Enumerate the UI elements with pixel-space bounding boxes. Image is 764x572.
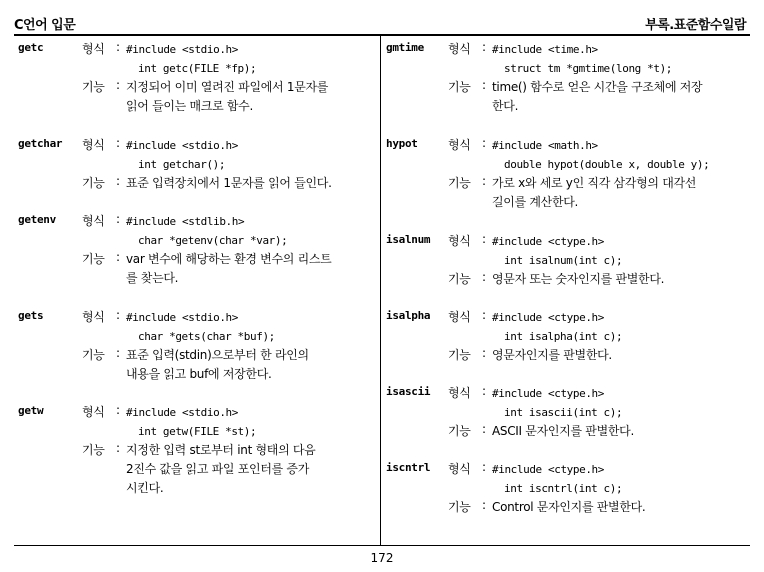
format-code: int isascii(int c); xyxy=(504,406,623,419)
page-header-left: C언어 입문 xyxy=(14,18,76,33)
format-code: double hypot(double x, double y); xyxy=(504,158,710,171)
format-code: #include <ctype.h> xyxy=(492,463,605,476)
function-description: 를 찾는다. xyxy=(126,271,179,285)
format-code: #include <time.h> xyxy=(492,43,598,56)
function-description: 길이를 계산한다. xyxy=(492,195,579,209)
format-label: 형식 xyxy=(82,214,105,228)
separator: : xyxy=(482,498,486,512)
format-label: 형식 xyxy=(448,138,471,152)
separator: : xyxy=(116,212,120,226)
format-code: int getc(FILE *fp); xyxy=(138,62,257,75)
format-code: char *gets(char *buf); xyxy=(138,330,275,343)
format-code: int getw(FILE *st); xyxy=(138,425,257,438)
function-name: getchar xyxy=(18,137,63,150)
header-rule xyxy=(14,34,750,36)
function-name: gets xyxy=(18,309,44,322)
page-number: 172 xyxy=(370,551,394,565)
format-code: char *getenv(char *var); xyxy=(138,234,288,247)
function-description: time() 함수로 얻은 시간을 구조체에 저장 xyxy=(492,80,703,94)
function-description: 2진수 값을 읽고 파일 포인터를 증가 xyxy=(126,462,309,476)
format-code: #include <ctype.h> xyxy=(492,235,605,248)
function-label: 기능 xyxy=(82,80,105,94)
function-name: isascii xyxy=(386,385,431,398)
function-description: 읽어 들이는 매크로 함수. xyxy=(126,99,253,113)
separator: : xyxy=(482,136,486,150)
format-label: 형식 xyxy=(448,386,471,400)
format-label: 형식 xyxy=(82,138,105,152)
format-label: 형식 xyxy=(82,42,105,56)
function-label: 기능 xyxy=(82,176,105,190)
function-name: hypot xyxy=(386,137,418,150)
separator: : xyxy=(116,40,120,54)
format-label: 형식 xyxy=(448,310,471,324)
format-code: int iscntrl(int c); xyxy=(504,482,623,495)
function-label: 기능 xyxy=(448,176,471,190)
function-label: 기능 xyxy=(448,500,471,514)
format-code: #include <stdio.h> xyxy=(126,406,239,419)
function-description: Control 문자인지를 판별한다. xyxy=(492,500,646,514)
function-label: 기능 xyxy=(448,80,471,94)
function-label: 기능 xyxy=(448,348,471,362)
function-label: 기능 xyxy=(448,272,471,286)
separator: : xyxy=(116,78,120,92)
format-code: int getchar(); xyxy=(138,158,226,171)
format-code: int isalnum(int c); xyxy=(504,254,623,267)
separator: : xyxy=(116,136,120,150)
separator: : xyxy=(116,403,120,417)
separator: : xyxy=(482,78,486,92)
function-name: getenv xyxy=(18,213,56,226)
format-code: #include <math.h> xyxy=(492,139,598,152)
format-label: 형식 xyxy=(448,462,471,476)
separator: : xyxy=(116,441,120,455)
function-description: ASCII 문자인지를 판별한다. xyxy=(492,424,634,438)
function-name: iscntrl xyxy=(386,461,431,474)
format-label: 형식 xyxy=(448,42,471,56)
separator: : xyxy=(482,174,486,188)
function-name: isalnum xyxy=(386,233,431,246)
format-code: #include <stdlib.h> xyxy=(126,215,245,228)
format-label: 형식 xyxy=(448,234,471,248)
function-name: getc xyxy=(18,41,44,54)
format-label: 형식 xyxy=(82,310,105,324)
function-description: 가로 x와 세로 y인 직각 삼각형의 대각선 xyxy=(492,176,697,190)
function-name: getw xyxy=(18,404,44,417)
function-description: 영문자인지를 판별한다. xyxy=(492,348,612,362)
format-code: int isalpha(int c); xyxy=(504,330,623,343)
separator: : xyxy=(482,270,486,284)
function-label: 기능 xyxy=(82,348,105,362)
format-code: #include <stdio.h> xyxy=(126,311,239,324)
format-code: #include <ctype.h> xyxy=(492,311,605,324)
separator: : xyxy=(116,250,120,264)
page-header-right: 부록.표준함수일람 xyxy=(645,18,746,33)
separator: : xyxy=(482,40,486,54)
function-description: 지정한 입력 st로부터 int 형태의 다음 xyxy=(126,443,316,457)
separator: : xyxy=(116,346,120,360)
column-divider xyxy=(380,36,381,545)
separator: : xyxy=(116,308,120,322)
function-description: 지정되어 이미 열려진 파일에서 1문자를 xyxy=(126,80,329,94)
separator: : xyxy=(482,308,486,322)
function-description: 시킨다. xyxy=(126,481,164,495)
format-label: 형식 xyxy=(82,405,105,419)
function-label: 기능 xyxy=(82,252,105,266)
format-code: #include <ctype.h> xyxy=(492,387,605,400)
separator: : xyxy=(482,346,486,360)
format-code: #include <stdio.h> xyxy=(126,43,239,56)
function-description: 한다. xyxy=(492,99,519,113)
function-description: 내용을 읽고 buf에 저장한다. xyxy=(126,367,272,381)
format-code: struct tm *gmtime(long *t); xyxy=(504,62,673,75)
function-name: isalpha xyxy=(386,309,431,322)
function-name: gmtime xyxy=(386,41,424,54)
separator: : xyxy=(482,384,486,398)
separator: : xyxy=(482,232,486,246)
separator: : xyxy=(482,422,486,436)
format-code: #include <stdio.h> xyxy=(126,139,239,152)
function-description: 표준 입력장치에서 1문자를 읽어 들인다. xyxy=(126,176,332,190)
function-description: 영문자 또는 숫자인지를 판별한다. xyxy=(492,272,665,286)
separator: : xyxy=(116,174,120,188)
function-label: 기능 xyxy=(448,424,471,438)
separator: : xyxy=(482,460,486,474)
function-label: 기능 xyxy=(82,443,105,457)
function-description: var 변수에 해당하는 환경 변수의 리스트 xyxy=(126,252,332,266)
footer-rule xyxy=(14,545,750,546)
function-description: 표준 입력(stdin)으로부터 한 라인의 xyxy=(126,348,309,362)
